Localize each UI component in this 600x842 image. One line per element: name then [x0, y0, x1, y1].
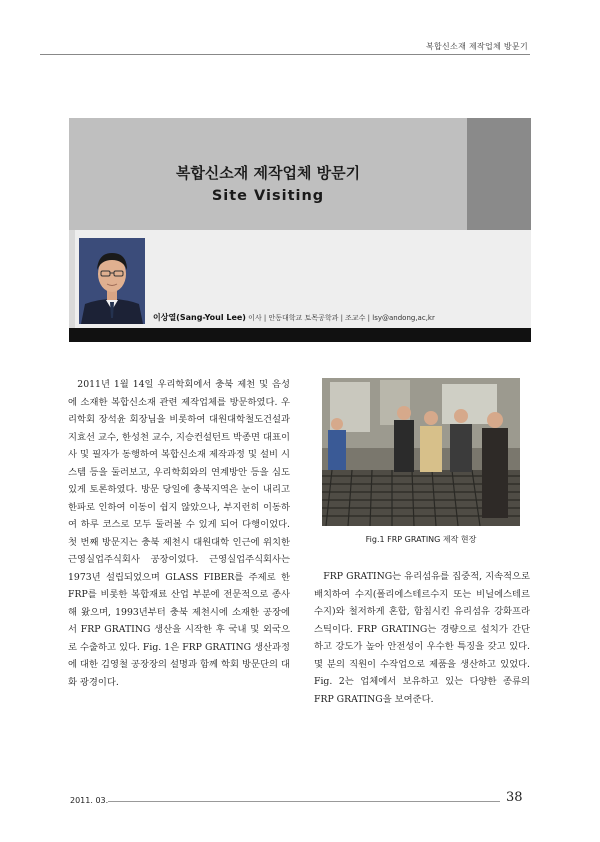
- running-header: [40, 40, 530, 55]
- figure-photo: [322, 378, 520, 526]
- figure-caption: Fig.1 FRP GRATING 제작 현장: [365, 535, 477, 544]
- author-section: [69, 230, 531, 328]
- article-title-english: Site Visiting: [211, 188, 325, 204]
- title-accent-block: [467, 118, 531, 230]
- running-title: 복합신소재 제작업체 방문기: [425, 42, 528, 51]
- page-number: 38: [506, 790, 523, 805]
- article-title-korean: 복합신소재 제작업체 방문기: [175, 164, 361, 182]
- author-affiliation: 이사 | 안동대학교 토목공학과 | 조교수 | lsy@andong,ac,kr: [245, 314, 435, 322]
- body-column-right: [314, 568, 530, 708]
- body-column-left: [68, 376, 290, 691]
- section-divider-bar: [69, 328, 531, 342]
- author-band-edge: [69, 230, 75, 328]
- footer-date: 2011. 03.: [70, 796, 109, 805]
- body-paragraph: 2011년 1월 14일 우리학회에서 충북 제천 및 음성에 소재한 복합신소재 관련 제작업체를 방문하였다. 우리학회 장석윤 회장님을 비롯하여 대원대학철도건설과 지효선 교수, 한성천 교수, 지승컨설턴트 박종면 대표이사 및 필자가 동행하여 복합신소재 제작과정 및 설비 시스템 등을 둘러보고, 우리학회와의 연계방안 등을 심도있게 토론하였다. 방문 당일에 충북지역은 눈이 내리고 한파로 인하여 이동이 쉽지 않았으나, 부지런히 이동하여 하루 코스로 모두 둘러볼 수 있게 되어 다행이었다. 첫 번째 방문지는 충북 제천시 대원대학 인근에 위치한 근영실업주식회사 공장이었다. 근영실업주식회사는 1973년 설립되었으며 GLASS FIBER를 주제로 한 FRP를 비롯한 복합재료 산업 부분에 전문적으로 종사해 왔으며, 1993년부터 충북 제천시에 소재한 공장에서 FRP GRATING 생산을 시작한 후 국내 및 외국으로 수출하고 있다. Fig. 1은 FRP GRATING 생산과정에 대한 김영철 공장장의 설명과 함께 학회 방문단의 대화 광경이다.: [68, 379, 290, 688]
- body-paragraph: FRP GRATING는 유리섬유를 집중적, 지속적으로 배치하여 수지(폴리에스테르수지 또는 비닐에스테르수지)와 철저하게 혼합, 함침시킨 유리섬유 강화프라스틱이다. FRP GRATING는 경량으로 설치가 간단하고 강도가 높아 안전성이 우수한 특징을 갖고 있다. 몇 분의 직원이 수작업으로 제품을 생산하고 있었다. Fig. 2는 업체에서 보유하고 있는 다양한 종류의 FRP GRATING을 보여준다.: [314, 571, 530, 705]
- title-banner: [69, 118, 531, 230]
- footer-rule: [108, 801, 500, 802]
- author-photo: [79, 238, 145, 324]
- author-byline: [153, 312, 435, 323]
- author-name: 이상열(Sang-Youl Lee): [153, 313, 246, 322]
